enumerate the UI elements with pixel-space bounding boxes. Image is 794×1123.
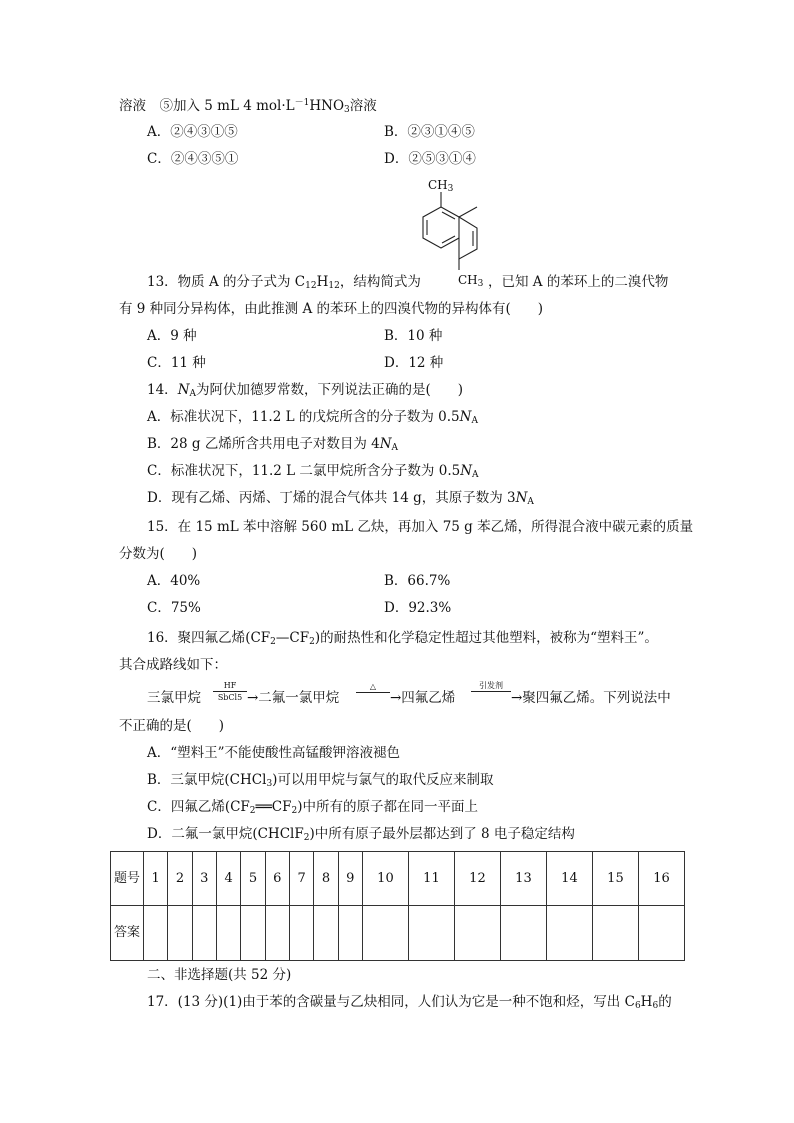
q15-stem: 15．在 15 mL 苯中溶解 560 mL 乙炔，再加入 75 g 苯乙烯，所得混合液中碳元素的质量 [147,519,694,535]
q14-option-a[interactable]: A．标准状况下，11.2 L 的戊烷所含的分子数为 $0.5N_A$ [147,409,478,426]
naphthalene-structure-icon [408,190,488,272]
answer-cell[interactable] [638,906,684,961]
q14-option-d[interactable]: D．现有乙烯、丙烯、丁烯的混合气体共 14 g，其原子数为 $3N_A$ [147,490,534,507]
q16-stem-line4: 不正确的是( ) [119,718,225,734]
table-cell-number: 16 [638,852,684,906]
q16-route-step1: 三氯甲烷 [147,690,201,706]
q15-option-c[interactable]: C．75% [147,600,201,616]
answer-table [110,851,685,961]
table-cell-number: 6 [265,852,289,906]
table-cell-number: 9 [338,852,362,906]
answer-cell[interactable] [338,906,362,961]
q16-stem: 16．聚四氟乙烯$(CF_2—CF_2)$的耐热性和化学稳定性超过其他塑料，被称为“塑料王”。 [147,630,658,647]
q16-stem-line2: 其合成路线如下： [119,657,227,673]
q14-stem: 14．$N_A$为阿伏加德罗常数，下列说法正确的是( ) [147,382,464,399]
answer-cell[interactable] [144,906,168,961]
answer-cell[interactable] [216,906,240,961]
table-row [111,852,685,906]
table-cell-number: 11 [408,852,454,906]
q14-option-b[interactable]: B．28 g 乙烯所含共用电子对数目为 $4N_A$ [147,436,399,453]
q12-option-a[interactable]: A．②④③①⑤ [147,124,238,140]
methyl-label-top: $CH_3$ [428,178,454,194]
answer-cell[interactable] [362,906,408,961]
q15-option-b[interactable]: B．66.7% [384,573,451,589]
answer-cell[interactable] [592,906,638,961]
table-cell-number: 15 [592,852,638,906]
table-cell-number: 4 [216,852,240,906]
q16-arrow1: HF SbCl5 [213,681,247,702]
q13-stem-line2: 有 9 种同分异构体，由此推测 A 的苯环上的四溴代物的异构体有( ) [119,301,544,317]
q16-option-c[interactable]: C．四氟乙烯$(CF_2══CF_2)$中所有的原子都在同一平面上 [147,799,478,816]
q16-option-b[interactable]: B．三氯甲烷(CHCl$_3$)可以用甲烷与氯气的取代反应来制取 [147,772,494,789]
q17-stem: 17．(13 分)(1)由于苯的含碳量与乙炔相同，人们认为它是一种不饱和烃，写出 $C_6H_6$的 [147,994,672,1011]
q15-option-a[interactable]: A．40% [147,573,201,589]
table-cell-number: 5 [241,852,265,906]
table-cell-number: 12 [454,852,500,906]
q16-arrow2: △ [356,682,390,694]
q13-option-b[interactable]: B．10 种 [384,328,443,344]
answer-cell[interactable] [454,906,500,961]
table-row [111,906,685,961]
q16-arrow3: 引发剂 [471,681,511,693]
q14-option-c[interactable]: C．标准状况下，11.2 L 二氯甲烷所含分子数为 $0.5N_A$ [147,463,479,480]
q15-stem-line2: 分数为( ) [119,546,198,562]
q13-option-a[interactable]: A．9 种 [147,328,197,344]
methyl-label-bottom: $CH_3$ [458,273,484,289]
answer-cell[interactable] [289,906,313,961]
q12-option-c[interactable]: C．②④③⑤① [147,151,239,167]
q13-stem-tail: ，已知 A 的苯环上的二溴代物 [488,274,669,290]
answer-cell[interactable] [241,906,265,961]
q13-stem: 13．物质 A 的分子式为 $C_{12}H_{12}$，结构简式为 [147,274,421,291]
q16-option-d[interactable]: D．二氟一氯甲烷(CHClF$_2$)中所有原子最外层都达到了 8 电子稳定结构 [147,826,575,843]
table-cell-number: 2 [168,852,192,906]
table-cell-number: 13 [500,852,546,906]
answer-cell[interactable] [192,906,216,961]
q12-option-b[interactable]: B．②③①④⑤ [384,124,475,140]
table-header-number: 题号 [111,852,144,906]
answer-cell[interactable] [168,906,192,961]
q16-option-a[interactable]: A．“塑料王”不能使酸性高锰酸钾溶液褪色 [147,745,401,761]
table-cell-number: 8 [314,852,338,906]
table-cell-number: 1 [144,852,168,906]
q15-option-d[interactable]: D．92.3% [384,600,452,616]
section-heading: 二、非选择题(共 52 分) [147,967,292,983]
table-cell-number: 14 [546,852,592,906]
answer-cell[interactable] [265,906,289,961]
q12-option-d[interactable]: D．②⑤③①④ [384,151,476,167]
table-header-answer: 答案 [111,906,144,961]
q16-route-step2: →二氟一氯甲烷 [247,690,340,706]
answer-cell[interactable] [546,906,592,961]
answer-cell[interactable] [500,906,546,961]
table-cell-number: 7 [289,852,313,906]
table-cell-number: 3 [192,852,216,906]
continued-line: 溶液 ⑤加入 5 mL 4 $mol\cdot L^{-1}HNO_3$溶液 [119,98,377,115]
table-cell-number: 10 [362,852,408,906]
q16-route-step4: →聚四氟乙烯。下列说法中 [511,690,671,706]
q13-option-c[interactable]: C．11 种 [147,355,206,371]
q13-option-d[interactable]: D．12 种 [384,355,444,371]
q16-route-step3: →四氟乙烯 [390,690,456,706]
answer-cell[interactable] [408,906,454,961]
answer-cell[interactable] [314,906,338,961]
